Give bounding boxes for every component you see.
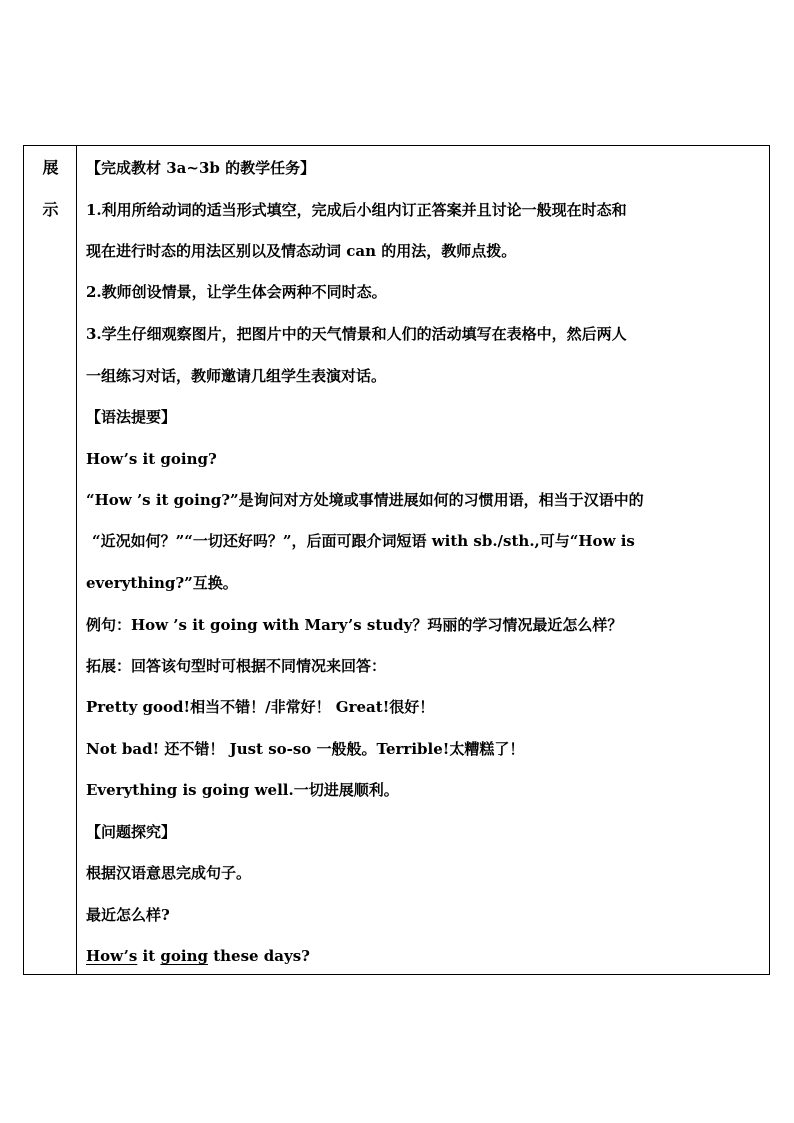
- answer-text-mid: it: [137, 947, 161, 965]
- extension-answer-1: Pretty good!相当不错！/非常好！ Great!很好！: [86, 698, 435, 716]
- content-cell: [78, 146, 769, 974]
- task-heading: 【完成教材 3a~3b 的教学任务】: [86, 159, 316, 177]
- extension-intro: 拓展：回答该句型时可根据不同情况来回答：: [86, 657, 387, 675]
- task-step-3-line-2: 一组练习对话，教师邀请几组学生表演对话。: [86, 367, 387, 385]
- answer-blank-1: How’s: [86, 947, 138, 965]
- task-step-3-line-1: 3.学生仔细观察图片，把图片中的天气情景和人们的活动填写在表格中，然后两人: [86, 325, 627, 343]
- grammar-explanation-line-1: “How ’s it going?”是询问对方处境或事情进展如何的习惯用语，相当于汉语中的: [86, 491, 644, 509]
- extension-answer-2: Not bad! 还不错！ Just so-so 一般般。Terrible!太糟糕了！: [86, 740, 525, 758]
- grammar-heading: 【语法提要】: [86, 408, 177, 426]
- inquiry-heading: 【问题探究】: [86, 823, 177, 841]
- task-step-2: 2.教师创设情景，让学生体会两种不同时态。: [86, 283, 387, 301]
- answer-text-tail: these days?: [207, 947, 310, 965]
- section-label-cell: [24, 146, 77, 974]
- task-step-1-line-2: 现在进行时态的用法区别以及情态动词 can 的用法，教师点拨。: [86, 242, 517, 260]
- content-table: [23, 145, 770, 975]
- grammar-explanation-line-2: “近况如何？”“一切还好吗？”，后面可跟介词短语 with sb./sth.,可与“How is: [92, 532, 635, 550]
- grammar-phrase: How’s it going?: [86, 450, 217, 468]
- section-label-char-1: 展: [42, 158, 59, 177]
- task-step-1-line-1: 1.利用所给动词的适当形式填空，完成后小组内订正答案并且讨论一般现在时态和: [86, 201, 627, 219]
- inquiry-prompt: 最近怎么样?: [86, 906, 170, 924]
- inquiry-instruction: 根据汉语意思完成句子。: [86, 864, 252, 882]
- example-sentence: 例句：How ’s it going with Mary’s study？玛丽的学习情况最近怎么样？: [86, 616, 623, 634]
- inquiry-answer: [86, 946, 767, 966]
- section-label-char-2: 示: [42, 200, 59, 219]
- extension-answer-3: Everything is going well.一切进展顺利。: [86, 781, 399, 799]
- grammar-explanation-line-3: everything?”互换。: [86, 574, 238, 592]
- answer-blank-2: going: [160, 947, 208, 965]
